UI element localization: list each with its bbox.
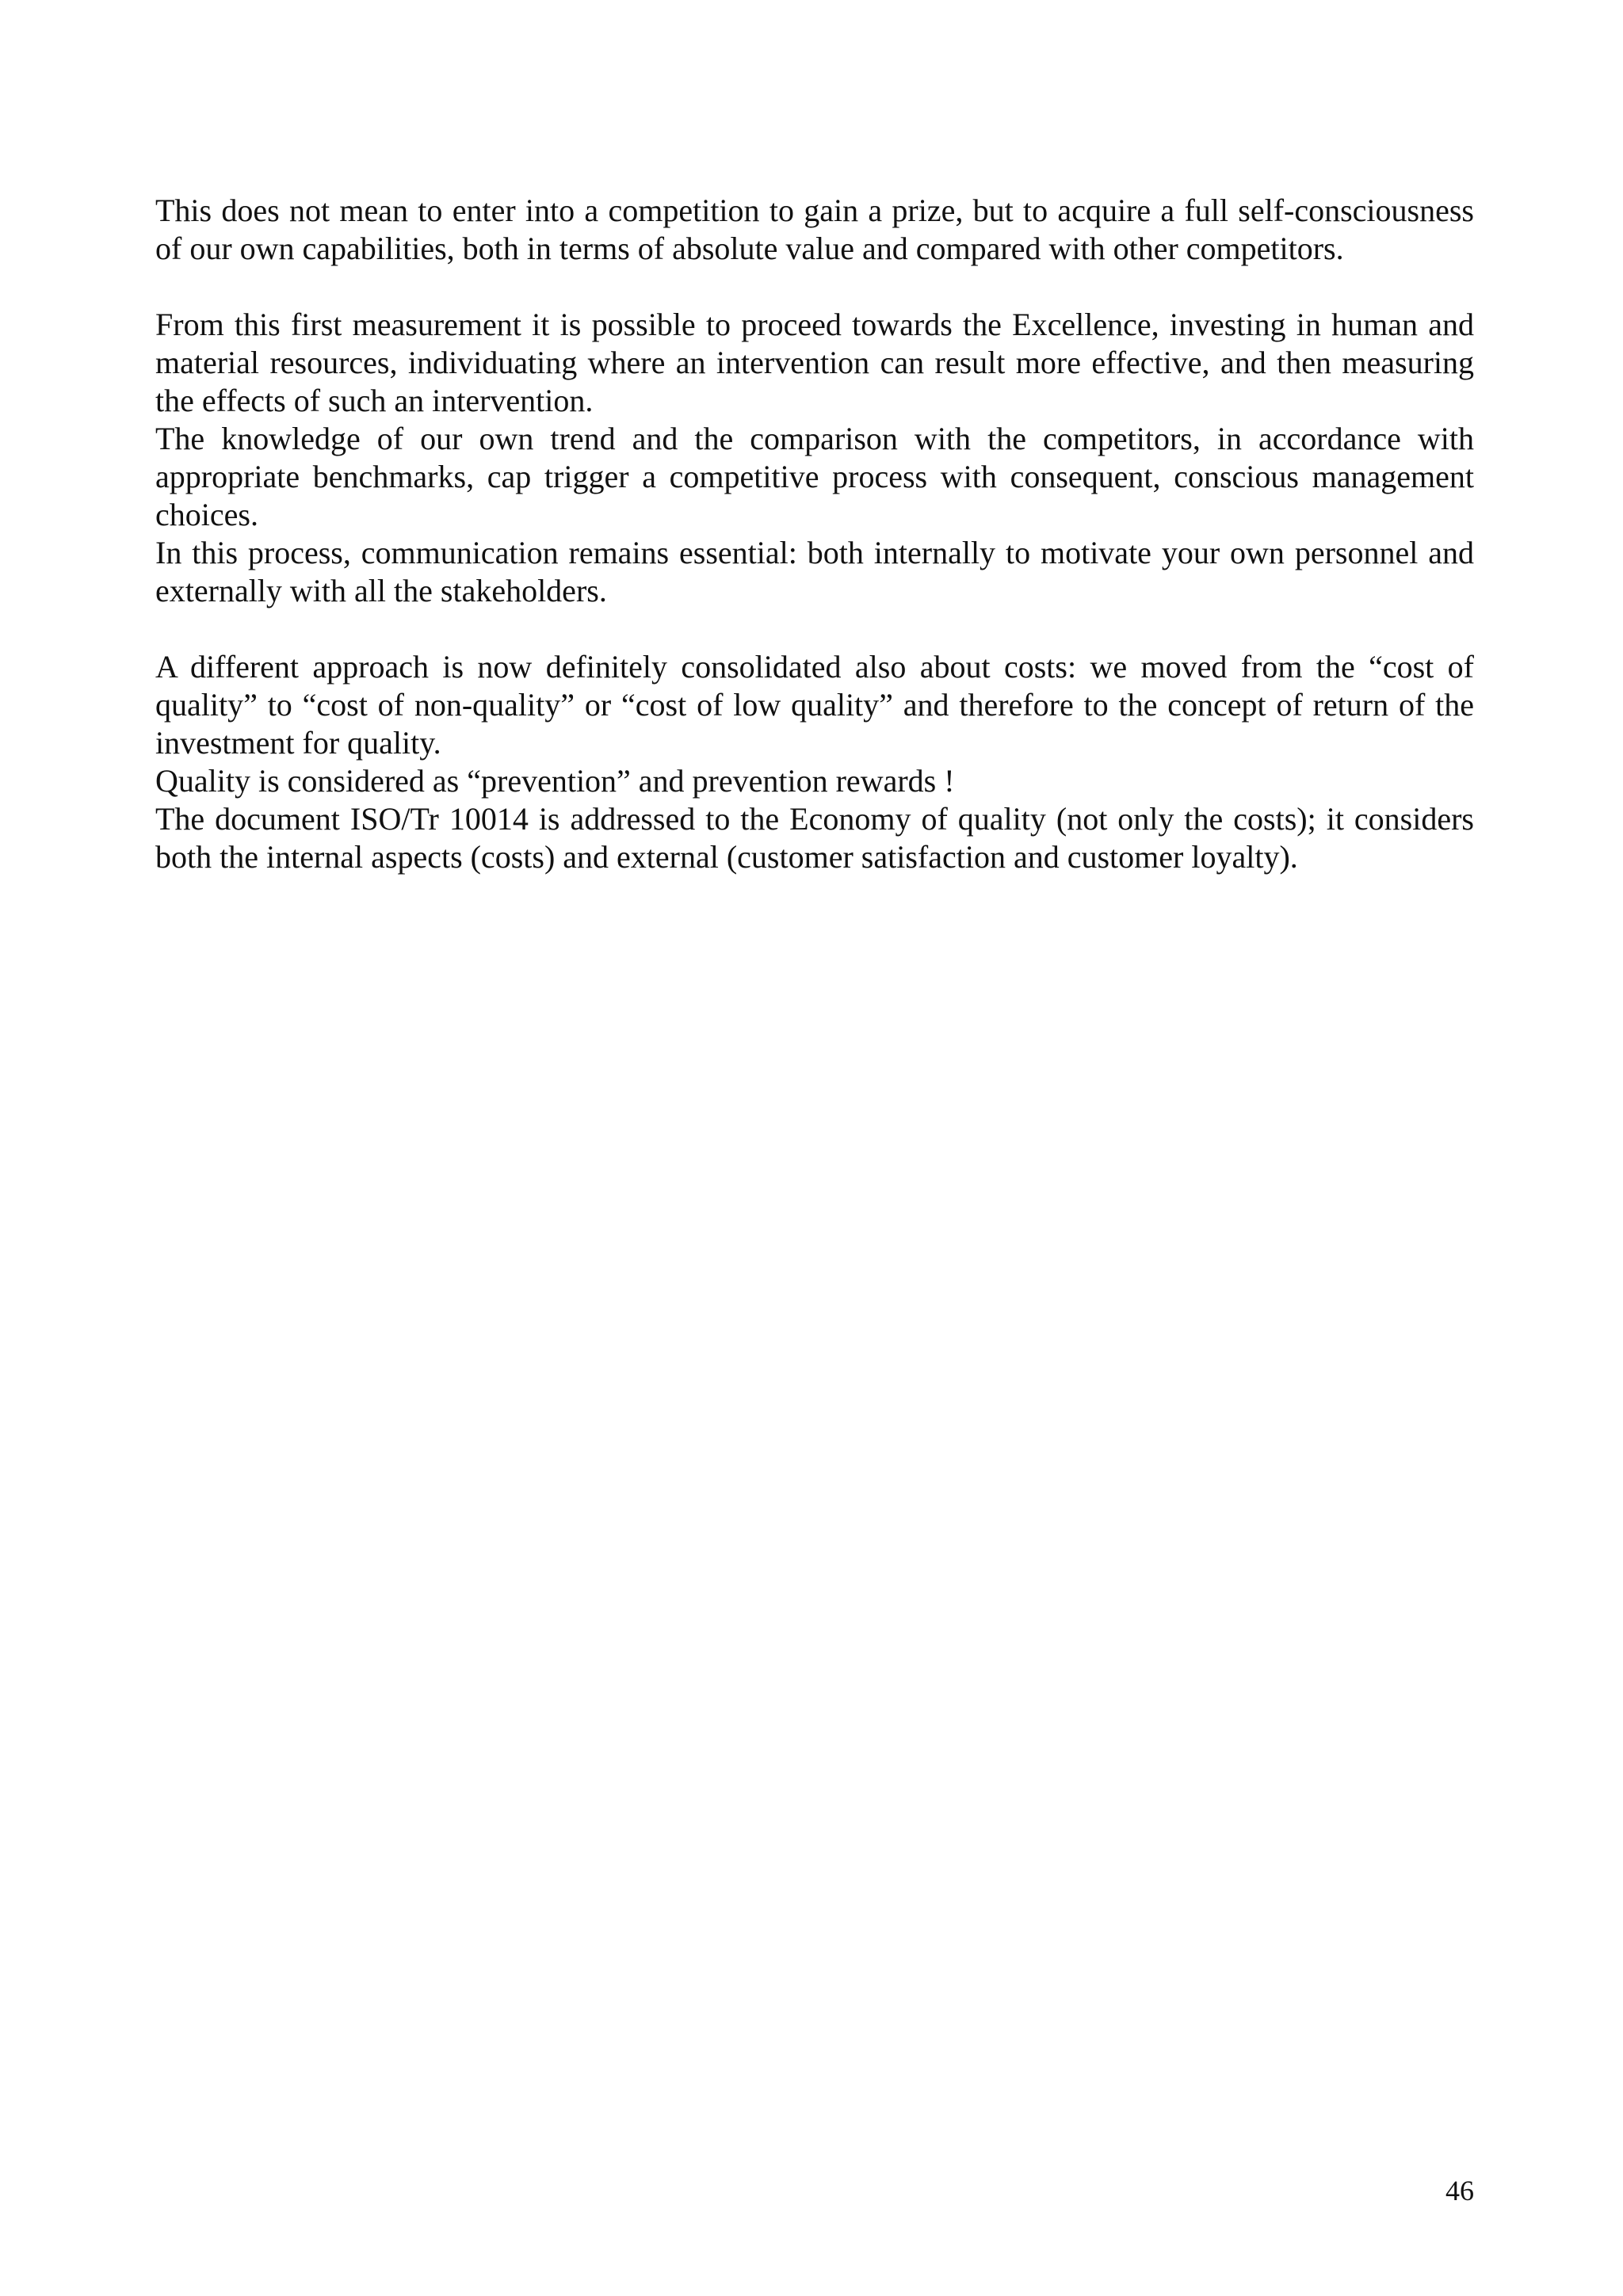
- paragraph-iso-document: The document ISO/Tr 10014 is addressed to the Economy of quality (not only the costs); it considers both the internal aspects (costs) and external (customer satisfaction and customer loyalty).: [155, 801, 1474, 875]
- paragraph-competition: This does not mean to enter into a competition to gain a prize, but to acquire a full self-consciousness of our own capabilities, both in terms of absolute value and compared with other competitors.: [155, 193, 1474, 266]
- page-body: [155, 192, 1474, 876]
- paragraph-knowledge: The knowledge of our own trend and the comparison with the competitors, in accordance with appropriate benchmarks, cap trigger a competitive process with consequent, conscious management choices.: [155, 421, 1474, 532]
- paragraph-measurement: From this first measurement it is possible to proceed towards the Excellence, investing in human and material resources, individuating where an intervention can result more effective, and then measuring the effects of such an intervention.: [155, 307, 1474, 418]
- page-number: 46: [1445, 2175, 1474, 2206]
- paragraph-prevention: Quality is considered as “prevention” and prevention rewards !: [155, 763, 955, 799]
- paragraph-communication: In this process, communication remains essential: both internally to motivate your own personnel and externally with all the stakeholders.: [155, 535, 1474, 608]
- paragraph-costs: A different approach is now definitely consolidated also about costs: we moved from the “cost of quality” to “cost of non-quality” or “cost of low quality” and therefore to the concept of return of the investment for quality.: [155, 649, 1474, 761]
